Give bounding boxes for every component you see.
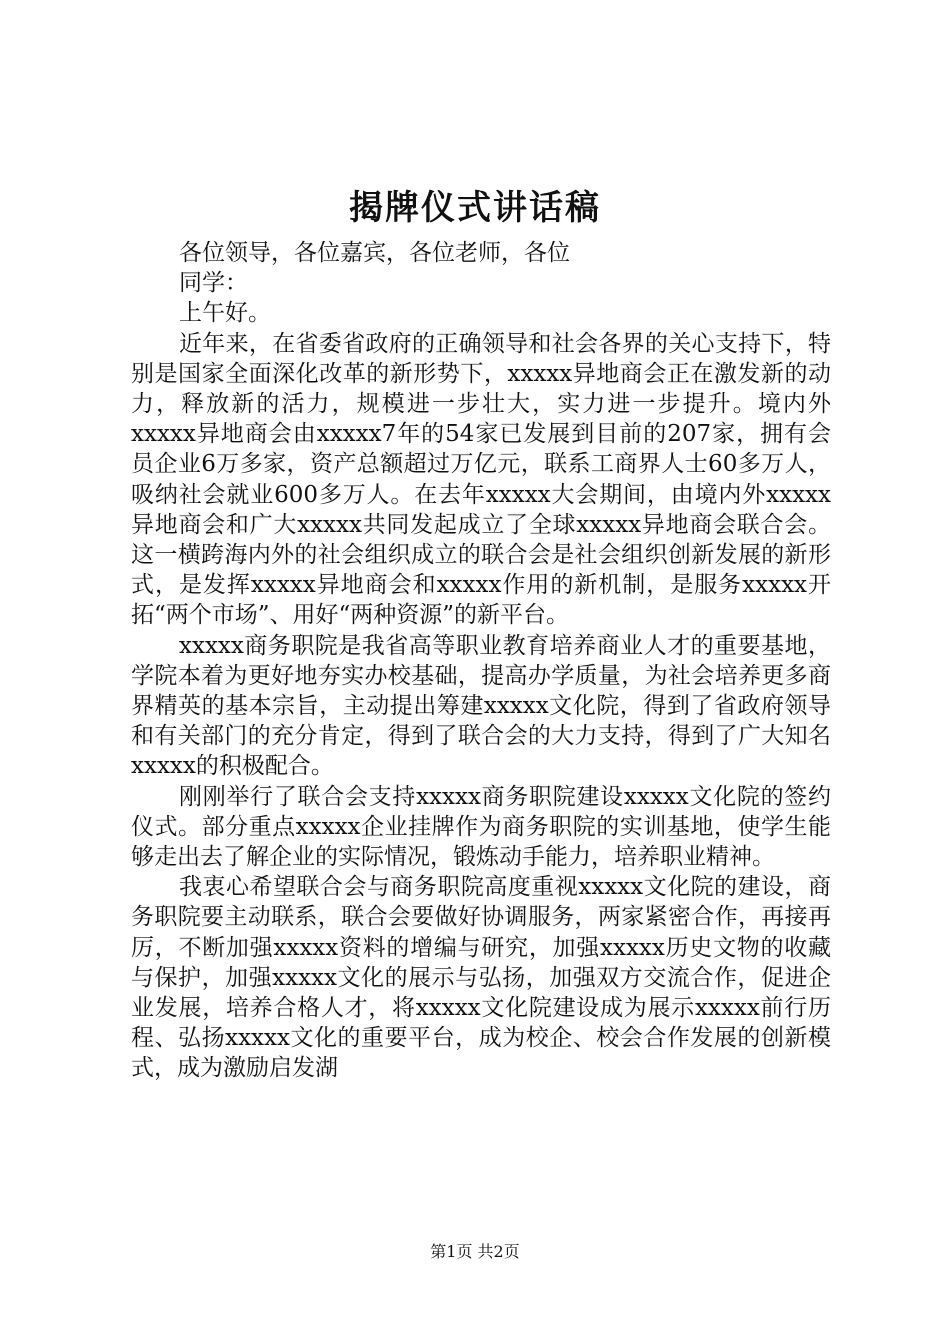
document-title: 揭牌仪式讲话稿 xyxy=(349,188,601,228)
body-paragraph: 刚刚举行了联合会支持xxxxx商务职院建设xxxxx文化院的签约仪式。部分重点xxxxx企业挂牌作为商务职院的实训基地，使学生能够走出去了解企业的实际情况，锻炼动手能力，培养职业精神。 xyxy=(131,783,831,871)
body-paragraph: xxxxx商务职院是我省高等职业教育培养商业人才的重要基地，学院本着为更好地夯实办校基础，提高办学质量，为社会培养更多商界精英的基本宗旨，主动提出筹建xxxxx文化院，得到了省政府领导和有关部门的充分肯定，得到了联合会的大力支持，得到了广大知名xxxxx的积极配合。 xyxy=(131,632,831,780)
greeting-line: 同学： xyxy=(179,270,248,297)
page-footer: 第1页 共2页 xyxy=(430,1242,520,1261)
document-body xyxy=(131,238,831,1084)
greeting-line: 上午好。 xyxy=(179,300,271,327)
greeting-line: 各位领导，各位嘉宾，各位老师，各位 xyxy=(179,240,570,266)
body-paragraph: 近年来，在省委省政府的正确领导和社会各界的关心支持下，特别是国家全面深化改革的新形势下，xxxxx异地商会正在激发新的动力，释放新的活力，规模进一步壮大，实力进一步提升。境内外xxxxx异地商会由xxxxx7年的54家已发展到目前的207家，拥有会员企业6万多家，资产总额超过万亿元，联系工商界人士60多万人，吸纳社会就业600多万人。在去年xxxxx大会期间，由境内外xxxxx异地商会和广大xxxxx共同发起成立了全球xxxxx异地商会联合会。这一横跨海内外的社会组织成立的联合会是社会组织创新发展的新形式，是发挥xxxxx异地商会和xxxxx作用的新机制，是服务xxxxx开拓“两个市场”、用好“两种资源”的新平台。 xyxy=(131,330,831,629)
body-paragraph: 我衷心希望联合会与商务职院高度重视xxxxx文化院的建设，商务职院要主动联系，联合会要做好协调服务，两家紧密合作，再接再厉，不断加强xxxxx资料的增编与研究，加强xxxxx历史文物的收藏与保护，加强xxxxx文化的展示与弘扬，加强双方交流合作，促进企业发展，培养合格人才，将xxxxx文化院建设成为展示xxxxx前行历程、弘扬xxxxx文化的重要平台，成为校企、校会合作发展的创新模式，成为激励启发湖 xyxy=(131,874,831,1082)
